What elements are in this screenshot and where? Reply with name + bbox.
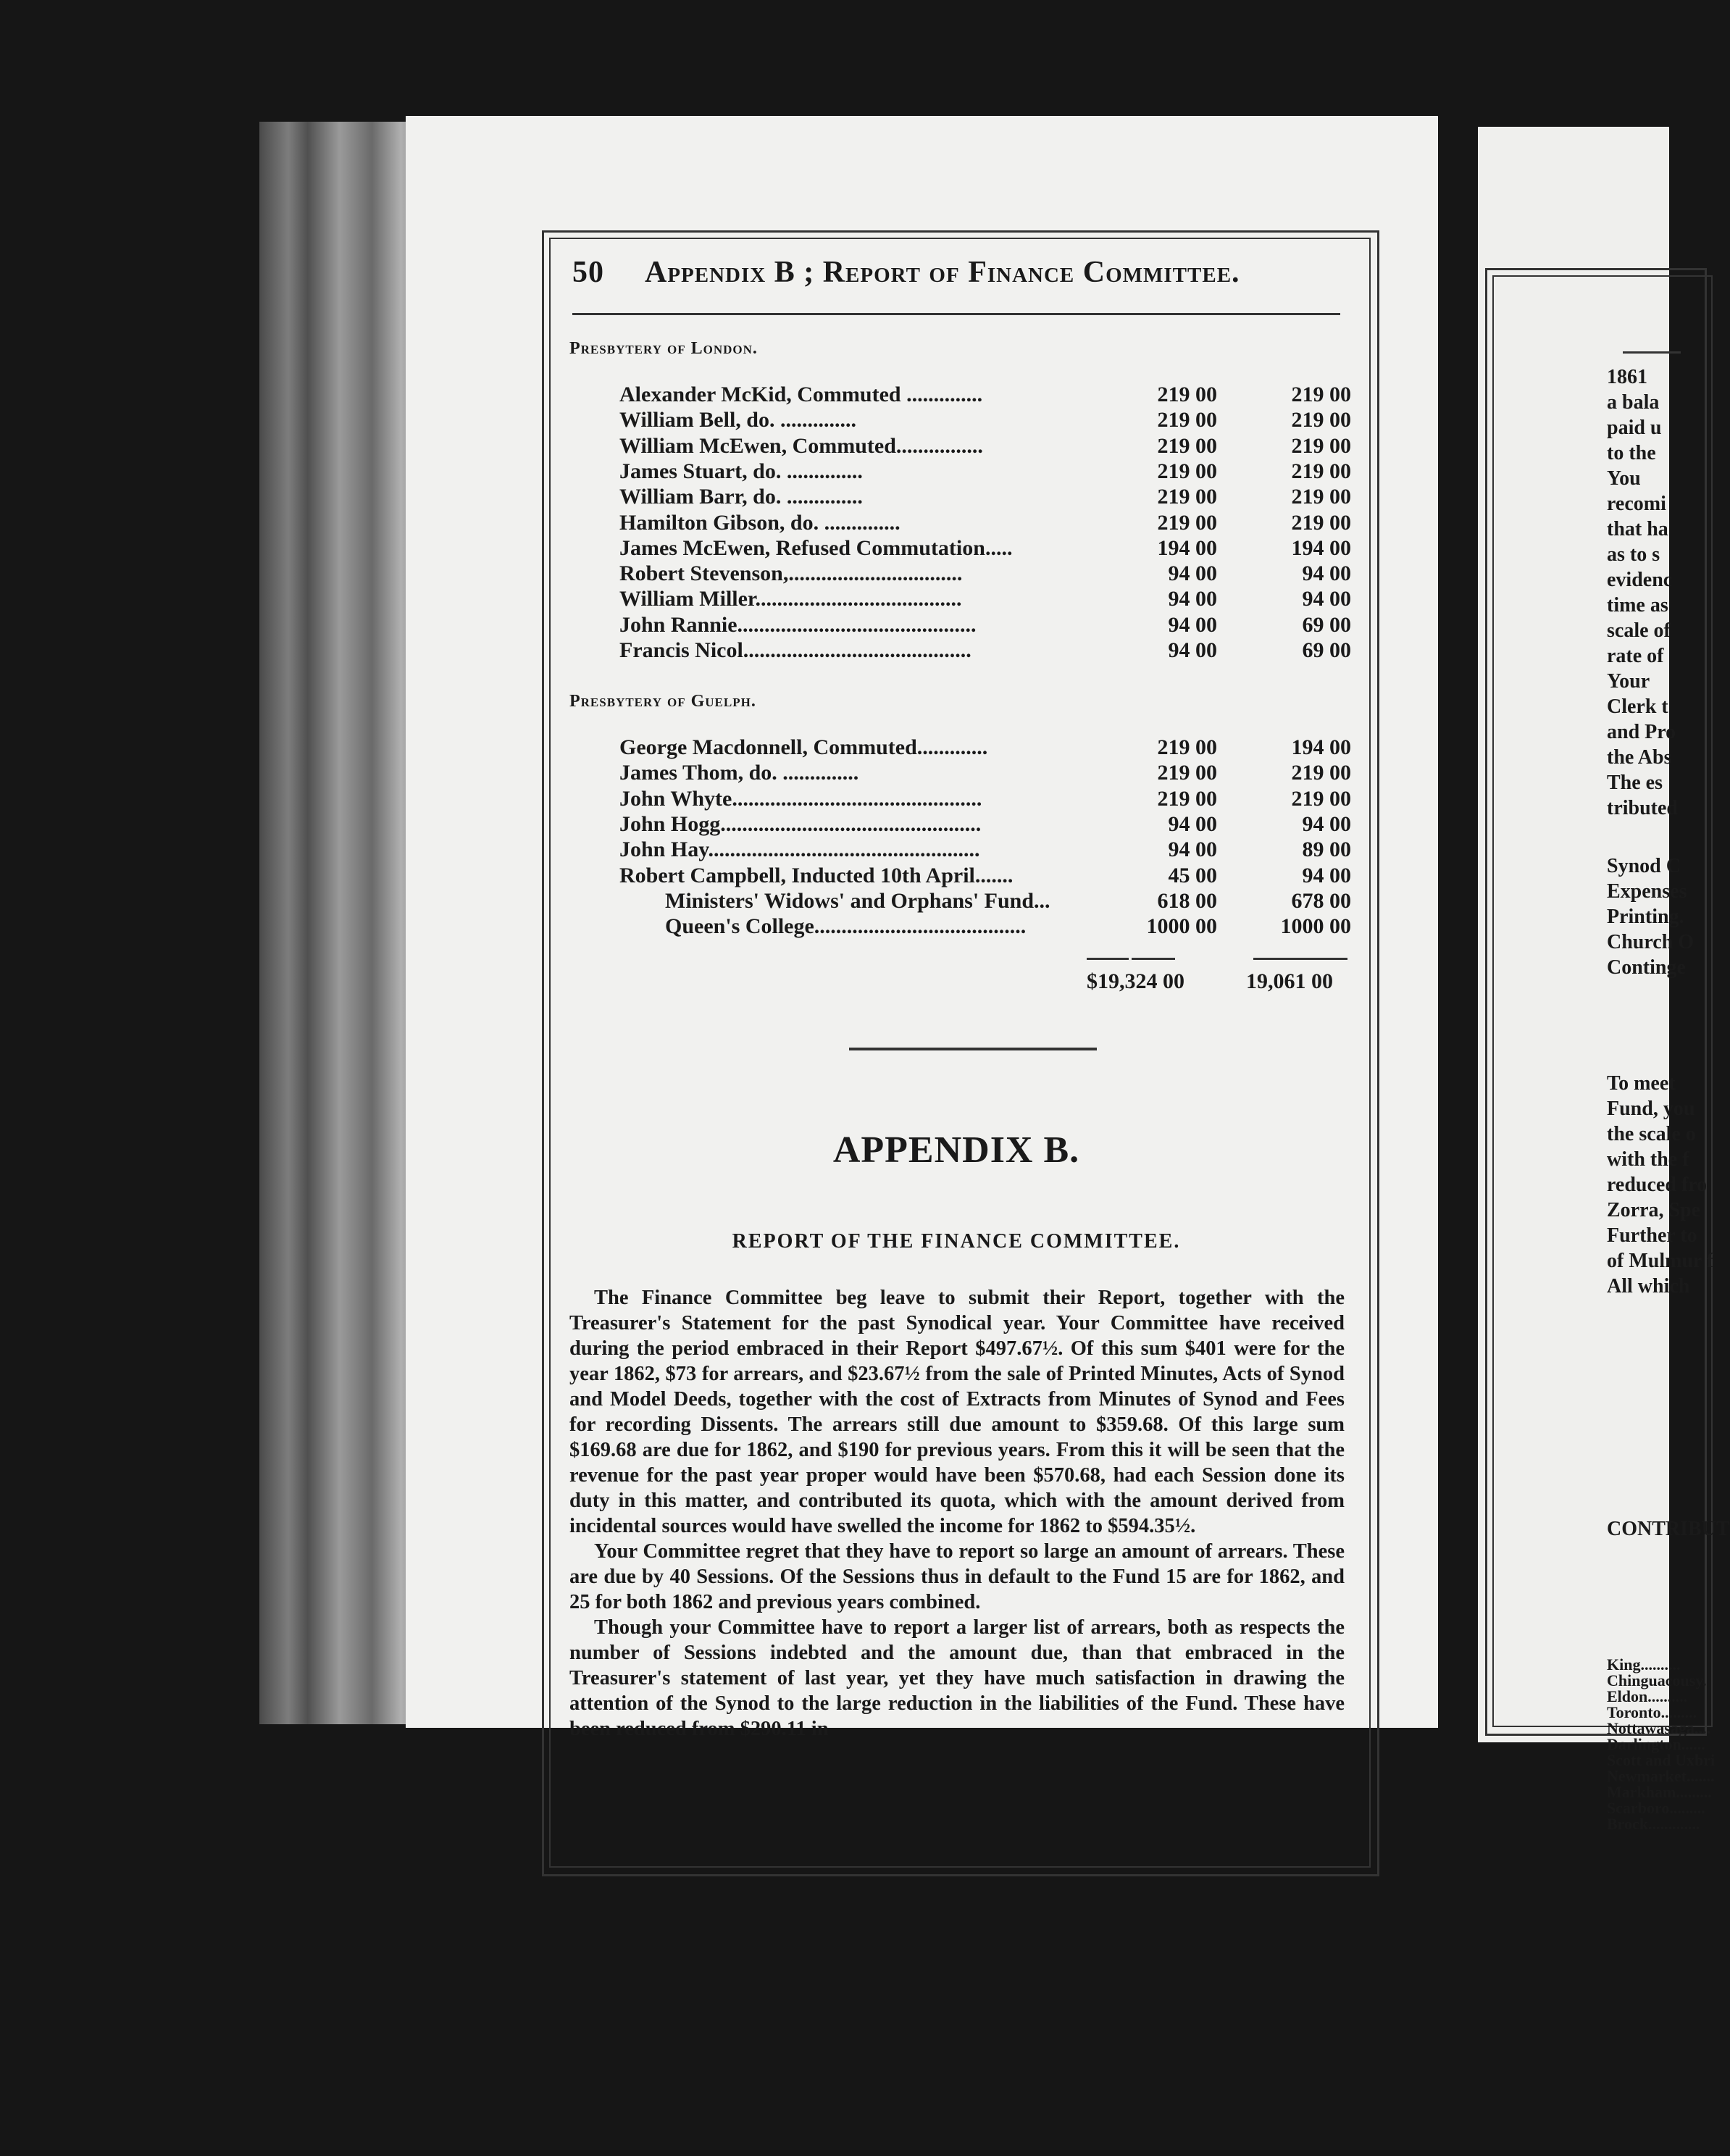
right-page-item: Synod C: [1607, 855, 1681, 877]
row-label: John Rannie............................................: [619, 612, 977, 637]
row-value-1: 219 00: [1157, 761, 1217, 785]
row-label: William Bell, do. ..............: [619, 408, 856, 433]
row-label: William Miller......................................: [619, 587, 962, 611]
running-head-title: Appendix B ; Report of Finance Committee.: [645, 256, 1240, 289]
section-divider: [849, 1048, 1097, 1050]
row-label: Hamilton Gibson, do. ..............: [619, 510, 900, 535]
right-page-item: Church O: [1607, 931, 1695, 953]
right-page-item: Expenses: [1607, 880, 1687, 903]
right-page-line: with the f: [1607, 1148, 1689, 1171]
table-row: [619, 864, 1351, 888]
row-value-1: 219 00: [1157, 383, 1217, 406]
row-value-2: 219 00: [1291, 510, 1351, 535]
right-page-place: Scott and Uxbri: [1607, 1751, 1716, 1769]
right-page-place: Brock.............: [1607, 1815, 1700, 1833]
row-value-1: 219 00: [1157, 735, 1217, 759]
row-value-1: 219 00: [1157, 459, 1217, 483]
table-row: [619, 613, 1351, 638]
table-row: [619, 434, 1351, 459]
table-row: [619, 761, 1351, 785]
table-row: [619, 459, 1351, 484]
running-header: [572, 255, 1340, 298]
right-page-line: as to s: [1607, 543, 1660, 566]
row-value-1: 1000 00: [1146, 914, 1217, 939]
paragraph-1: The Finance Committee beg leave to submit their Report, together with the Treasurer's Statement for the past Synodical year. Your Committee have received during the period embraced in their Report $497.67½. Of this sum $401 were for the year 1862, $73 for arrears, and $23.67½ from the sale of Printed Minutes, Acts of Synod and Model Deeds, together with the cost of Extracts from Minutes of Synod and Fees for recording Dissents. The arrears still due amount to $359.68. Of this large sum $169.68 are due for 1862, and $190 for previous years. From this it will be seen that the revenue for the past year proper would have been $570.68, had each Session done its duty in this matter, and contributed its quota, which with the amount derived from incidental sources would have swelled the income for 1862 to $594.35½.: [569, 1287, 1345, 1537]
table-row: [619, 383, 1351, 407]
right-page-line: time as: [1607, 594, 1668, 617]
paragraph-3: Though your Committee have to report a larger list of arrears, both as respects the number of Sessions indebted and the amount due, than that embraced in the Treasurer's statement of last year, yet they have much satisfaction in drawing the attention of the Synod to the large reduction in the liabilities of the Fund. These have been reduced from $290.11 in: [569, 1616, 1345, 1740]
right-page-place: Newmarket.......: [1607, 1767, 1715, 1785]
right-page-line: evidenc: [1607, 569, 1673, 591]
table-row: [619, 735, 1351, 760]
row-value-1: 219 00: [1157, 786, 1217, 811]
right-page-line: the Abs: [1607, 746, 1672, 769]
row-label: Ministers' Widows' and Orphans' Fund...: [665, 888, 1050, 913]
sum-rule-1b: [1132, 958, 1175, 960]
row-label: William McEwen, Commuted................: [619, 433, 983, 458]
table-row: [619, 561, 1351, 586]
row-value-2: 219 00: [1291, 485, 1351, 509]
row-value-1: 94 00: [1168, 612, 1217, 637]
right-page-inner-frame: [1492, 275, 1713, 1727]
right-page-line: Clerk t: [1607, 695, 1668, 718]
row-value-2: 89 00: [1302, 837, 1351, 862]
right-page-line: that ha: [1607, 518, 1668, 540]
right-page-line: 1861: [1607, 366, 1647, 388]
row-label: Robert Campbell, Inducted 10th April.......: [619, 863, 1014, 887]
row-value-1: 618 00: [1157, 888, 1217, 913]
right-page-line: a bala: [1607, 391, 1660, 414]
right-page-line: and Pro: [1607, 721, 1676, 743]
table-row: [619, 812, 1351, 837]
row-value-1: 219 00: [1157, 408, 1217, 433]
table-row: [665, 889, 1351, 914]
row-label: James McEwen, Refused Commutation.....: [619, 535, 1013, 560]
row-value-1: 194 00: [1157, 535, 1217, 560]
row-value-2: 194 00: [1291, 535, 1351, 560]
paragraph-2: Your Committee regret that they have to report so large an amount of arrears. These are due by 40 Sessions. Of the Sessions thus in default to the Fund 15 are for 1862, and 25 for both 1862 and previous years combined.: [569, 1540, 1345, 1613]
right-page-place: Eldon..........: [1607, 1687, 1688, 1705]
row-label: John Hay..................................................: [619, 837, 980, 862]
row-label: James Stuart, do. ..............: [619, 459, 863, 483]
right-page-line: All which: [1607, 1275, 1690, 1298]
right-page-line: recomi: [1607, 493, 1666, 515]
row-value-2: 94 00: [1302, 561, 1351, 586]
right-page-line: paid u: [1607, 417, 1662, 439]
row-value-1: 94 00: [1168, 561, 1217, 586]
row-value-2: 219 00: [1291, 459, 1351, 483]
table-row: [619, 485, 1351, 509]
section-heading: Presbytery of London.: [569, 339, 758, 358]
row-label: Alexander McKid, Commuted ..............: [619, 383, 983, 406]
right-page-line: Your: [1607, 670, 1650, 693]
right-page-place: Toronto.........: [1607, 1703, 1697, 1721]
right-page-line: to the: [1607, 442, 1656, 464]
row-value-2: 1000 00: [1280, 914, 1351, 939]
section-heading: Presbytery of Guelph.: [569, 692, 756, 711]
row-value-2: 69 00: [1302, 638, 1351, 662]
row-value-2: 219 00: [1291, 761, 1351, 785]
sum-rule-2: [1253, 958, 1347, 960]
row-value-2: 69 00: [1302, 612, 1351, 637]
sum-rule-1a: [1087, 958, 1129, 960]
right-page-line: Further to: [1607, 1224, 1697, 1247]
right-page-item: Continge: [1607, 956, 1686, 979]
row-label: James Thom, do. ..............: [619, 761, 859, 785]
row-value-2: 219 00: [1291, 786, 1351, 811]
right-page-heading: CONTRIBUT: [1607, 1518, 1730, 1540]
book-page-edges: [259, 122, 420, 1724]
table-row: [619, 408, 1351, 433]
right-page-line: The es: [1607, 772, 1663, 794]
row-value-2: 194 00: [1291, 735, 1351, 759]
table-row: [619, 511, 1351, 535]
row-value-2: 219 00: [1291, 433, 1351, 458]
right-page-line: To meet: [1607, 1072, 1676, 1095]
right-page-line: You: [1607, 467, 1641, 490]
row-value-1: 94 00: [1168, 837, 1217, 862]
row-label: William Barr, do. ..............: [619, 485, 863, 509]
right-page-place: King..........: [1607, 1655, 1681, 1674]
row-value-2: 94 00: [1302, 863, 1351, 887]
right-page-line: Fund, you: [1607, 1098, 1695, 1120]
right-page-line: Zorra, Spe: [1607, 1199, 1701, 1221]
header-rule: [572, 313, 1340, 315]
report-body: [569, 1285, 1345, 1742]
table-row: [619, 638, 1351, 663]
appendix-title: APPENDIX B.: [832, 1129, 1080, 1171]
table-row: [619, 536, 1351, 561]
row-value-2: 678 00: [1291, 888, 1351, 913]
row-label: John Hogg................................................: [619, 811, 982, 836]
row-value-1: 219 00: [1157, 510, 1217, 535]
right-page-item: Printing.: [1607, 906, 1684, 928]
right-page-place: Darlington......: [1607, 1735, 1705, 1753]
row-value-2: 94 00: [1302, 587, 1351, 611]
row-value-1: 94 00: [1168, 587, 1217, 611]
table-row: [619, 787, 1351, 811]
right-page-place: Markham.........: [1607, 1783, 1712, 1801]
report-title: REPORT OF THE FINANCE COMMITTEE.: [732, 1230, 1181, 1253]
right-page-place: Nottawasaga....: [1607, 1719, 1710, 1737]
right-page-rule: [1623, 351, 1681, 354]
row-value-1: 219 00: [1157, 433, 1217, 458]
row-label: Queen's College.......................................: [665, 914, 1027, 939]
right-page: [1478, 127, 1730, 1833]
row-label: Francis Nicol..........................................: [619, 638, 971, 662]
table-row: [665, 914, 1351, 939]
right-page-place: Scarboro.........: [1607, 1799, 1705, 1817]
row-label: Robert Stevenson,................................: [619, 561, 963, 586]
page-number: 50: [572, 256, 604, 289]
row-value-2: 219 00: [1291, 383, 1351, 406]
total-col1: $19,324 00: [1087, 969, 1184, 993]
table-row: [619, 837, 1351, 862]
right-page-line: rate of: [1607, 645, 1664, 667]
row-value-2: 94 00: [1302, 811, 1351, 836]
table-row: [619, 587, 1351, 611]
row-value-1: 45 00: [1168, 863, 1217, 887]
row-label: George Macdonnell, Commuted.............: [619, 735, 988, 759]
right-page-line: reduced fro: [1607, 1174, 1708, 1196]
right-page-line: the scale o: [1607, 1123, 1696, 1145]
row-value-1: 219 00: [1157, 485, 1217, 509]
row-value-2: 219 00: [1291, 408, 1351, 433]
right-page-line: of Mulmur f: [1607, 1250, 1714, 1272]
total-col2: 19,061 00: [1246, 969, 1333, 993]
right-page-line: tributed: [1607, 797, 1678, 819]
right-page-place: Chinguacousy.: [1607, 1671, 1707, 1689]
right-page-line: scale of: [1607, 619, 1671, 642]
row-label: John Whyte..............................................: [619, 786, 982, 811]
row-value-1: 94 00: [1168, 811, 1217, 836]
row-value-1: 94 00: [1168, 638, 1217, 662]
